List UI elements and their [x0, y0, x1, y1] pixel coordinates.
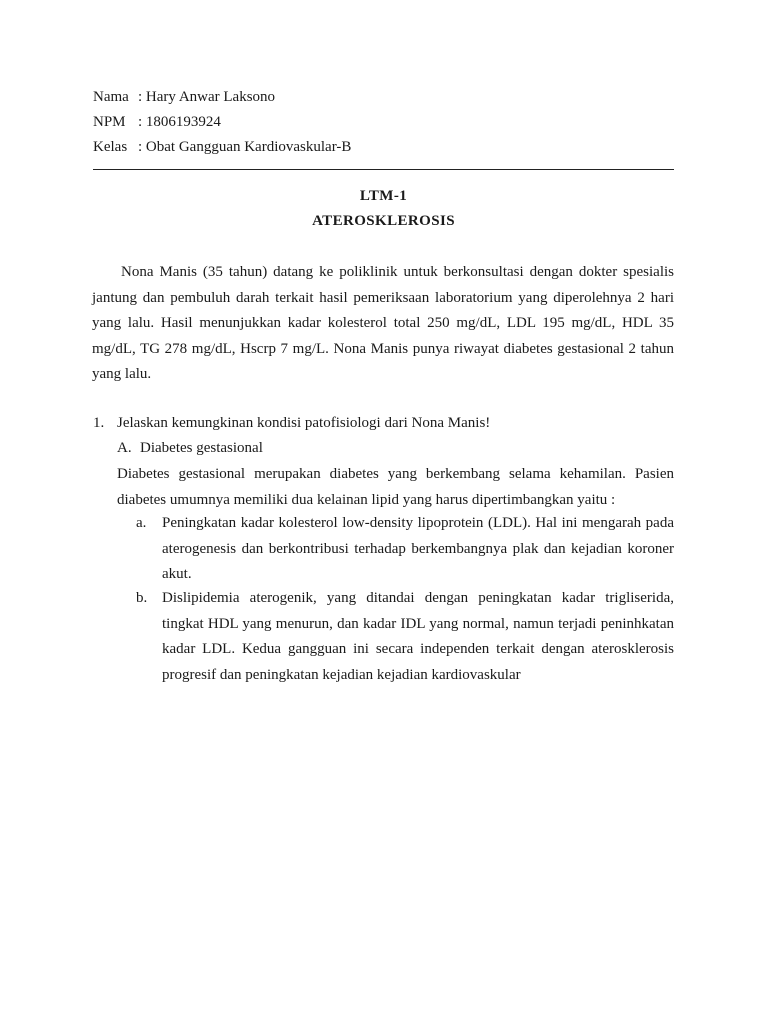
case-paragraph: Nona Manis (35 tahun) datang ke poliklinik untuk berkonsultasi dengan dokter spesialis jantung dan pembuluh darah terkait hasil pemeriksaan laboratorium yang diperolehnya 2 hari yang lalu. Hasil menunjukkan kadar kolesterol total 250 mg/dL, LDL 195 mg/dL, HDL 35 mg/dL, TG 278 mg/dL, Hscrp 7 mg/L. Nona Manis punya riwayat diabetes gestasional 2 tahun yang lalu. — [92, 264, 674, 382]
header-divider — [93, 169, 674, 170]
npm-value: : 1806193924 — [138, 114, 221, 130]
npm-row — [93, 112, 675, 137]
name-label: Nama — [93, 89, 129, 105]
section-title: Diabetes gestasional — [140, 440, 263, 456]
list-item — [136, 511, 674, 588]
question-text: Jelaskan kemungkinan kondisi patofisiologi dari Nona Manis! — [117, 415, 491, 431]
document-code: LTM-1 — [359, 188, 408, 204]
document-title: ATEROSKLEROSIS — [312, 213, 455, 229]
list-item — [136, 586, 674, 688]
npm-label: NPM — [93, 114, 126, 130]
list-item-text: Dislipidemia aterogenik, yang ditandai dengan peningkatan kadar trigliserida, tingkat HDL yang menurun, dan kadar IDL yang normal, namun terjadi peninhkatan kadar LDL. Kedua gangguan ini secara independen terkait dengan aterosklerosis progresif dan peningkatan kejadian kejadian kardiovaskular — [162, 590, 674, 683]
question-1 — [93, 412, 675, 434]
list-item-text: Peningkatan kadar kolesterol low-density lipoprotein (LDL). Hal ini mengarah pada aterogenesis dan berkontribusi terhadap berkembangnya plak dan kejadian koroner akut. — [162, 515, 674, 582]
section-a-paragraph: Diabetes gestasional merupakan diabetes yang berkembang selama kehamilan. Pasien diabetes umumnya memiliki dua kelainan lipid yang harus dipertimbangkan yaitu : — [117, 466, 674, 508]
section-letter: A. — [117, 440, 132, 456]
name-value: : Hary Anwar Laksono — [138, 89, 276, 105]
list-marker: a. — [136, 515, 147, 531]
class-row — [93, 137, 675, 162]
student-info-header — [93, 87, 675, 162]
section-a-heading — [117, 437, 263, 459]
class-value: : Obat Gangguan Kardiovaskular-B — [138, 139, 352, 155]
name-row — [93, 87, 675, 112]
list-marker: b. — [136, 590, 148, 606]
question-number: 1. — [93, 415, 105, 431]
class-label: Kelas — [93, 139, 128, 155]
